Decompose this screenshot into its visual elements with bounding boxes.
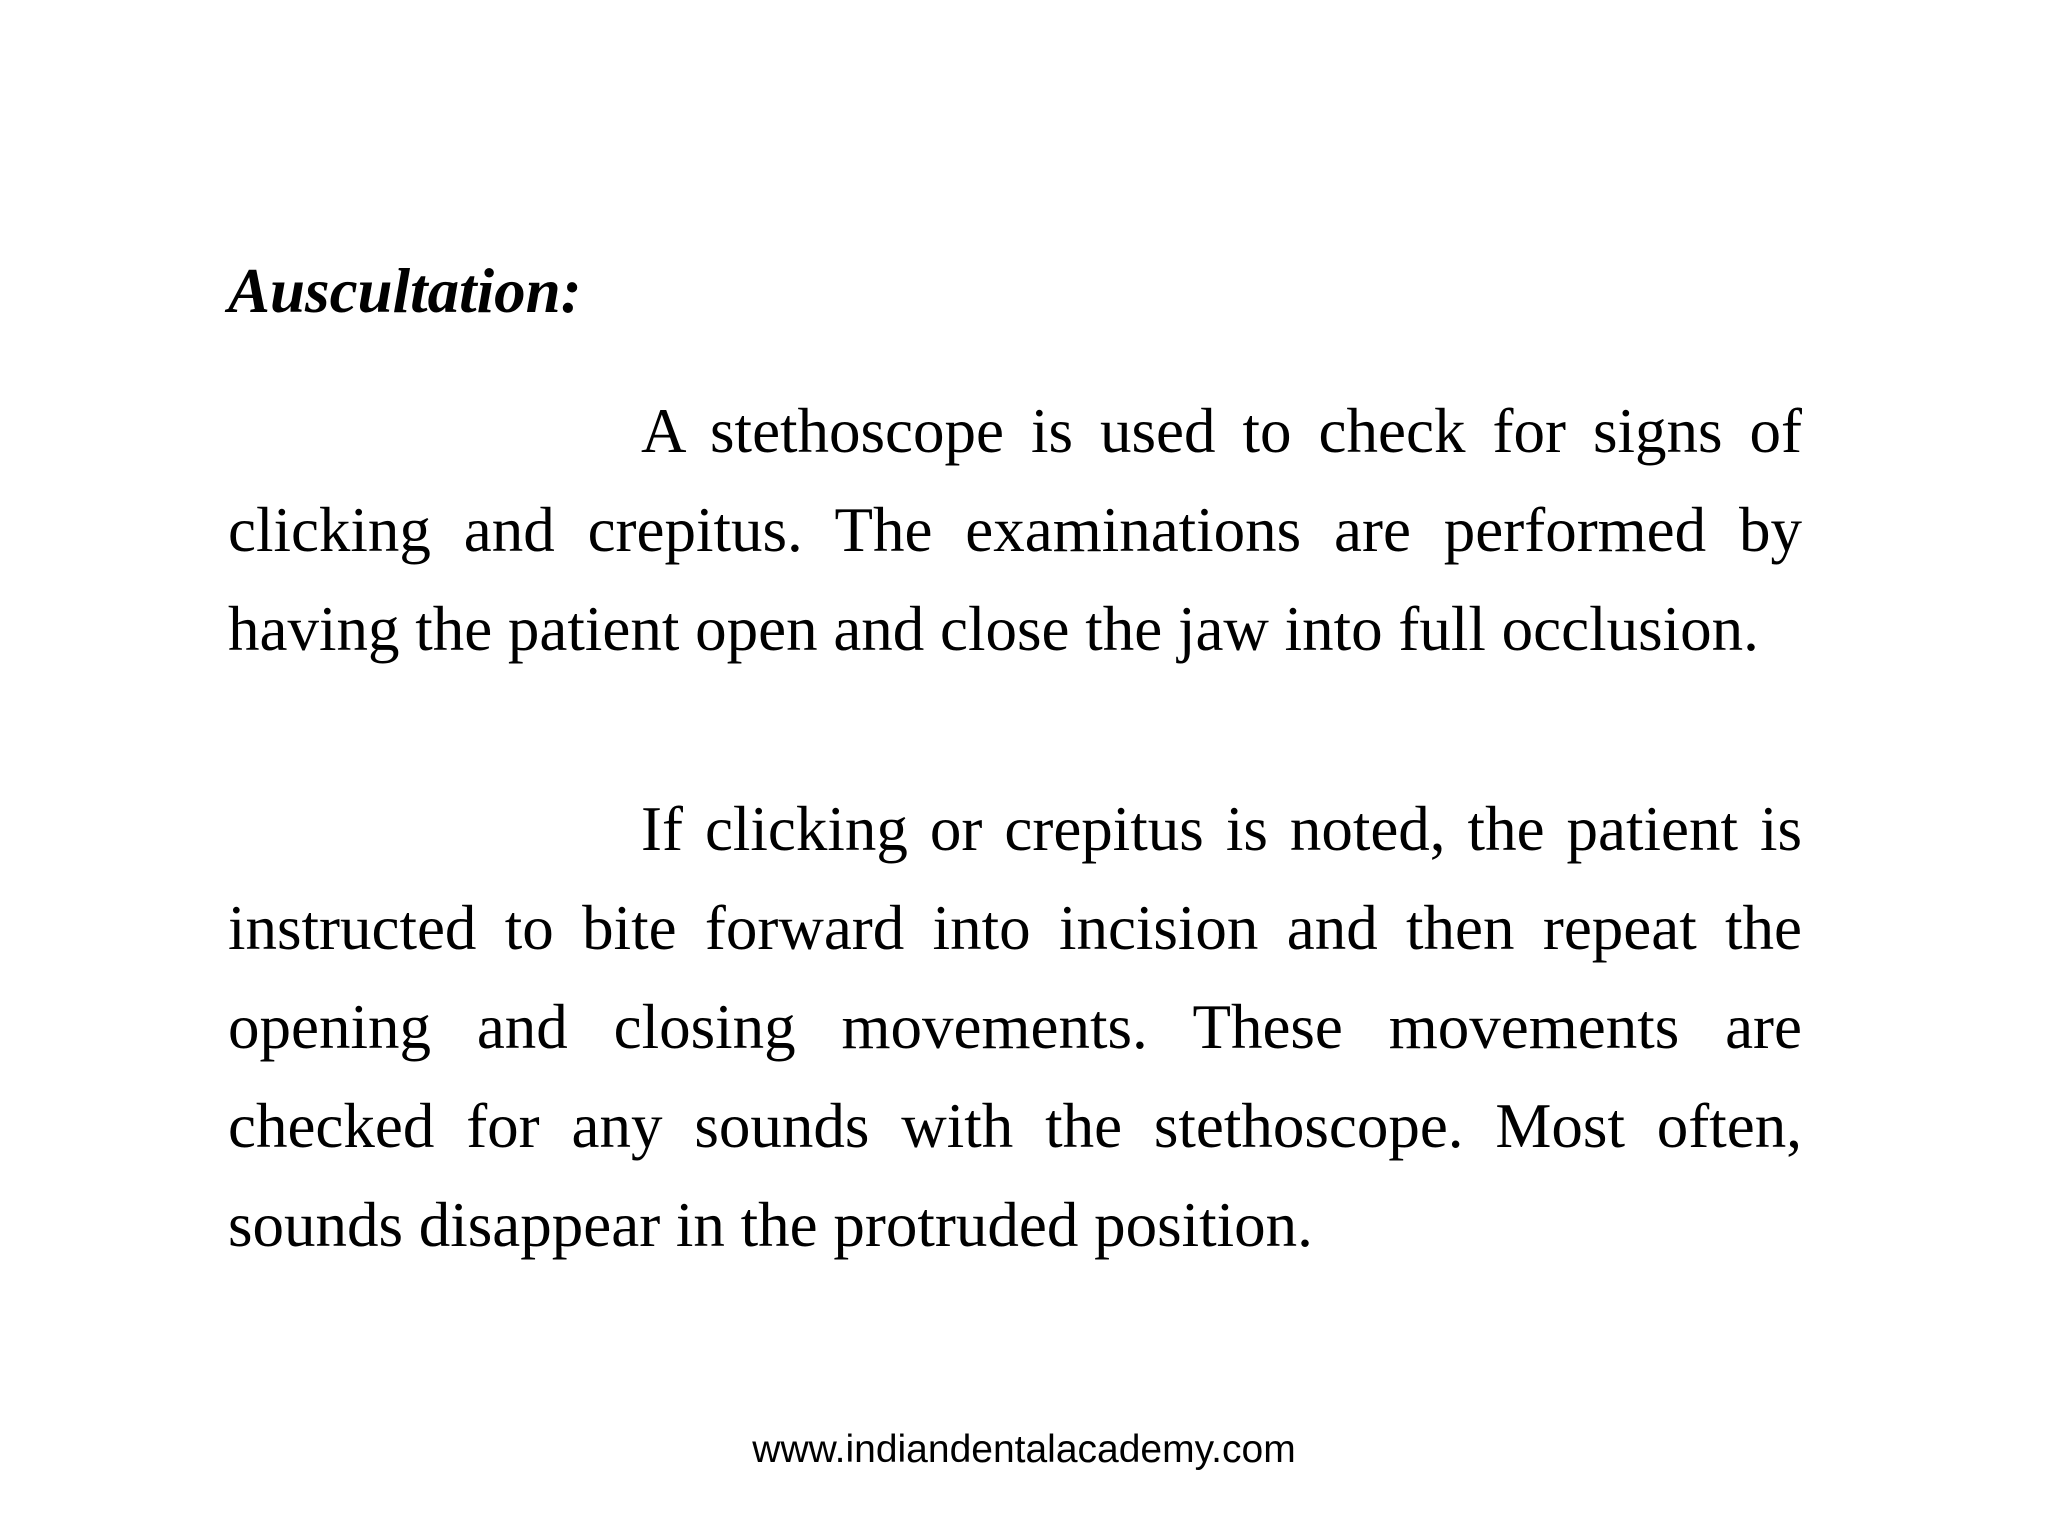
paragraph-stethoscope: A stethoscope is used to check for signs of clicking and crepitus. The examinations are performed by having the patient open and close the jaw into full occlusion. bbox=[228, 396, 1802, 664]
section-heading: Auscultation: bbox=[228, 256, 582, 326]
footer-url: www.indiandentalacademy.com bbox=[752, 1428, 1296, 1471]
paragraph-clicking: If clicking or crepitus is noted, the patient is instructed to bite forward into incision and then repeat the opening and closing movements. These movements are checked for any sounds with the stethoscope. Most often, sounds disappear in the protruded position. bbox=[228, 794, 1802, 1260]
